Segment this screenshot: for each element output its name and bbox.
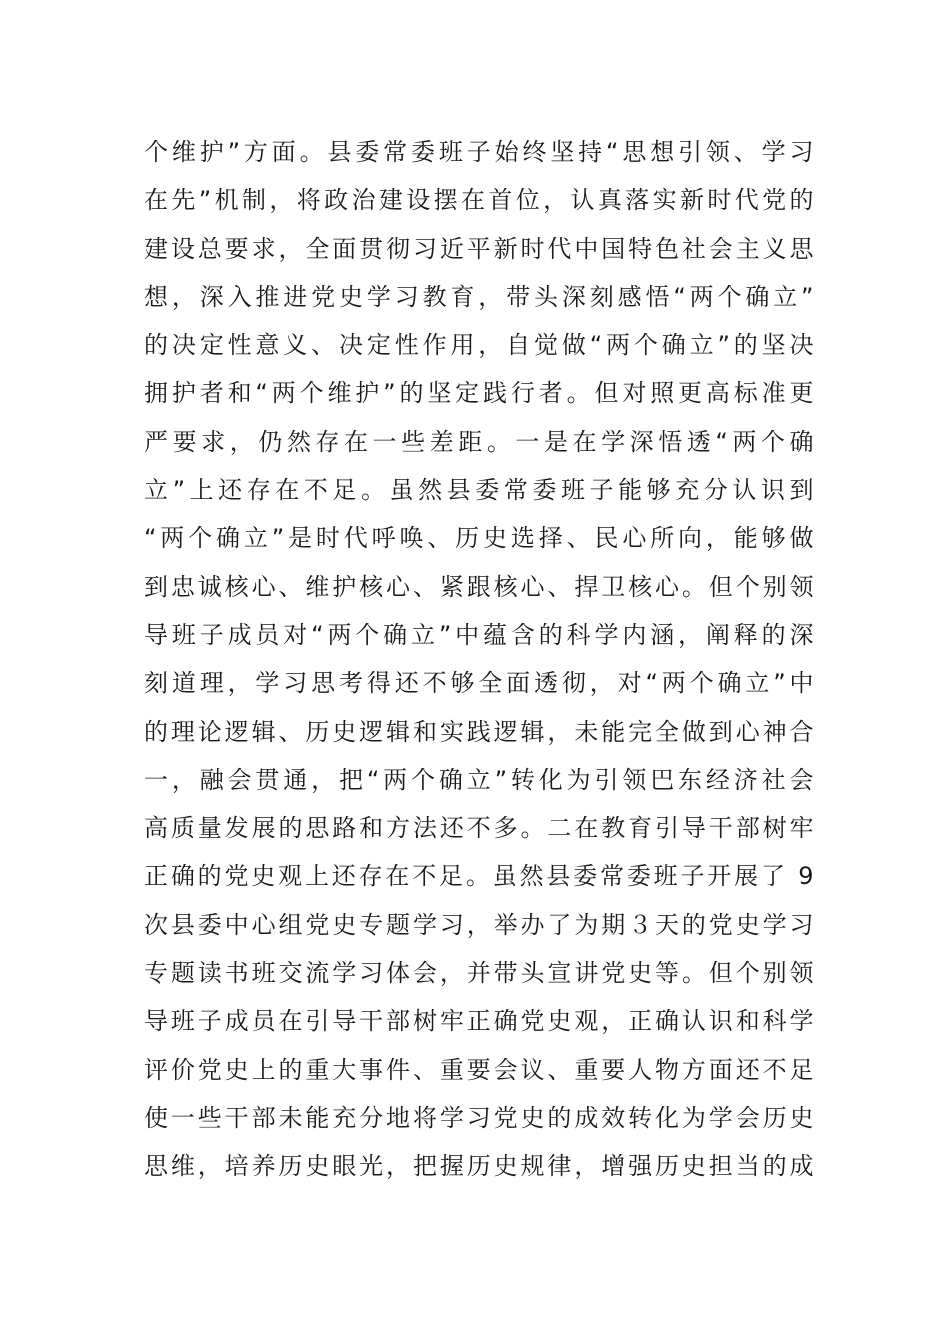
text-line: “两个确立”是时代呼唤、历史选择、民心所向，能够做 xyxy=(144,524,814,553)
text-line: 在先”机制，将政治建设摆在首位，认真落实新时代党的 xyxy=(144,186,814,215)
text-line: 拥护者和“两个维护”的坚定践行者。但对照更高标准更 xyxy=(144,379,814,408)
body-paragraph xyxy=(144,128,814,1191)
text-line: 立”上还存在不足。虽然县委常委班子能够充分认识到 xyxy=(144,476,814,505)
text-line: 评价党史上的重大事件、重要会议、重要人物方面还不足 xyxy=(144,1055,814,1084)
text-line: 正确的党史观上还存在不足。虽然县委常委班子开展了 9 xyxy=(144,862,814,891)
text-line: 个维护”方面。县委常委班子始终坚持“思想引领、学习 xyxy=(144,138,814,166)
text-line: 专题读书班交流学习体会，并带头宣讲党史等。但个别领 xyxy=(144,959,814,988)
text-line: 到忠诚核心、维护核心、紧跟核心、捍卫核心。但个别领 xyxy=(144,572,814,601)
text-line: 导班子成员在引导干部树牢正确党史观，正确认识和科学 xyxy=(144,1007,814,1036)
text-line: 严要求，仍然存在一些差距。一是在学深悟透“两个确 xyxy=(144,427,814,456)
text-line: 建设总要求，全面贯彻习近平新时代中国特色社会主义思 xyxy=(144,234,814,263)
text-line: 高质量发展的思路和方法还不多。二在教育引导干部树牢 xyxy=(144,814,814,843)
text-line: 的理论逻辑、历史逻辑和实践逻辑，未能完全做到心神合 xyxy=(144,717,814,746)
text-line: 的决定性意义、决定性作用，自觉做“两个确立”的坚决 xyxy=(144,331,814,360)
text-line: 思维，培养历史眼光，把握历史规律，增强历史担当的成 xyxy=(144,1152,814,1181)
text-line: 刻道理，学习思考得还不够全面透彻，对“两个确立”中 xyxy=(144,669,814,698)
text-line: 想，深入推进党史学习教育，带头深刻感悟“两个确立” xyxy=(144,282,814,311)
text-line: 使一些干部未能充分地将学习党史的成效转化为学会历史 xyxy=(144,1103,814,1132)
text-line: 一，融会贯通，把“两个确立”转化为引领巴东经济社会 xyxy=(144,765,814,794)
text-line: 导班子成员对“两个确立”中蕴含的科学内涵，阐释的深 xyxy=(144,620,814,649)
text-line: 次县委中心组党史专题学习，举办了为期３天的党史学习 xyxy=(144,910,814,939)
